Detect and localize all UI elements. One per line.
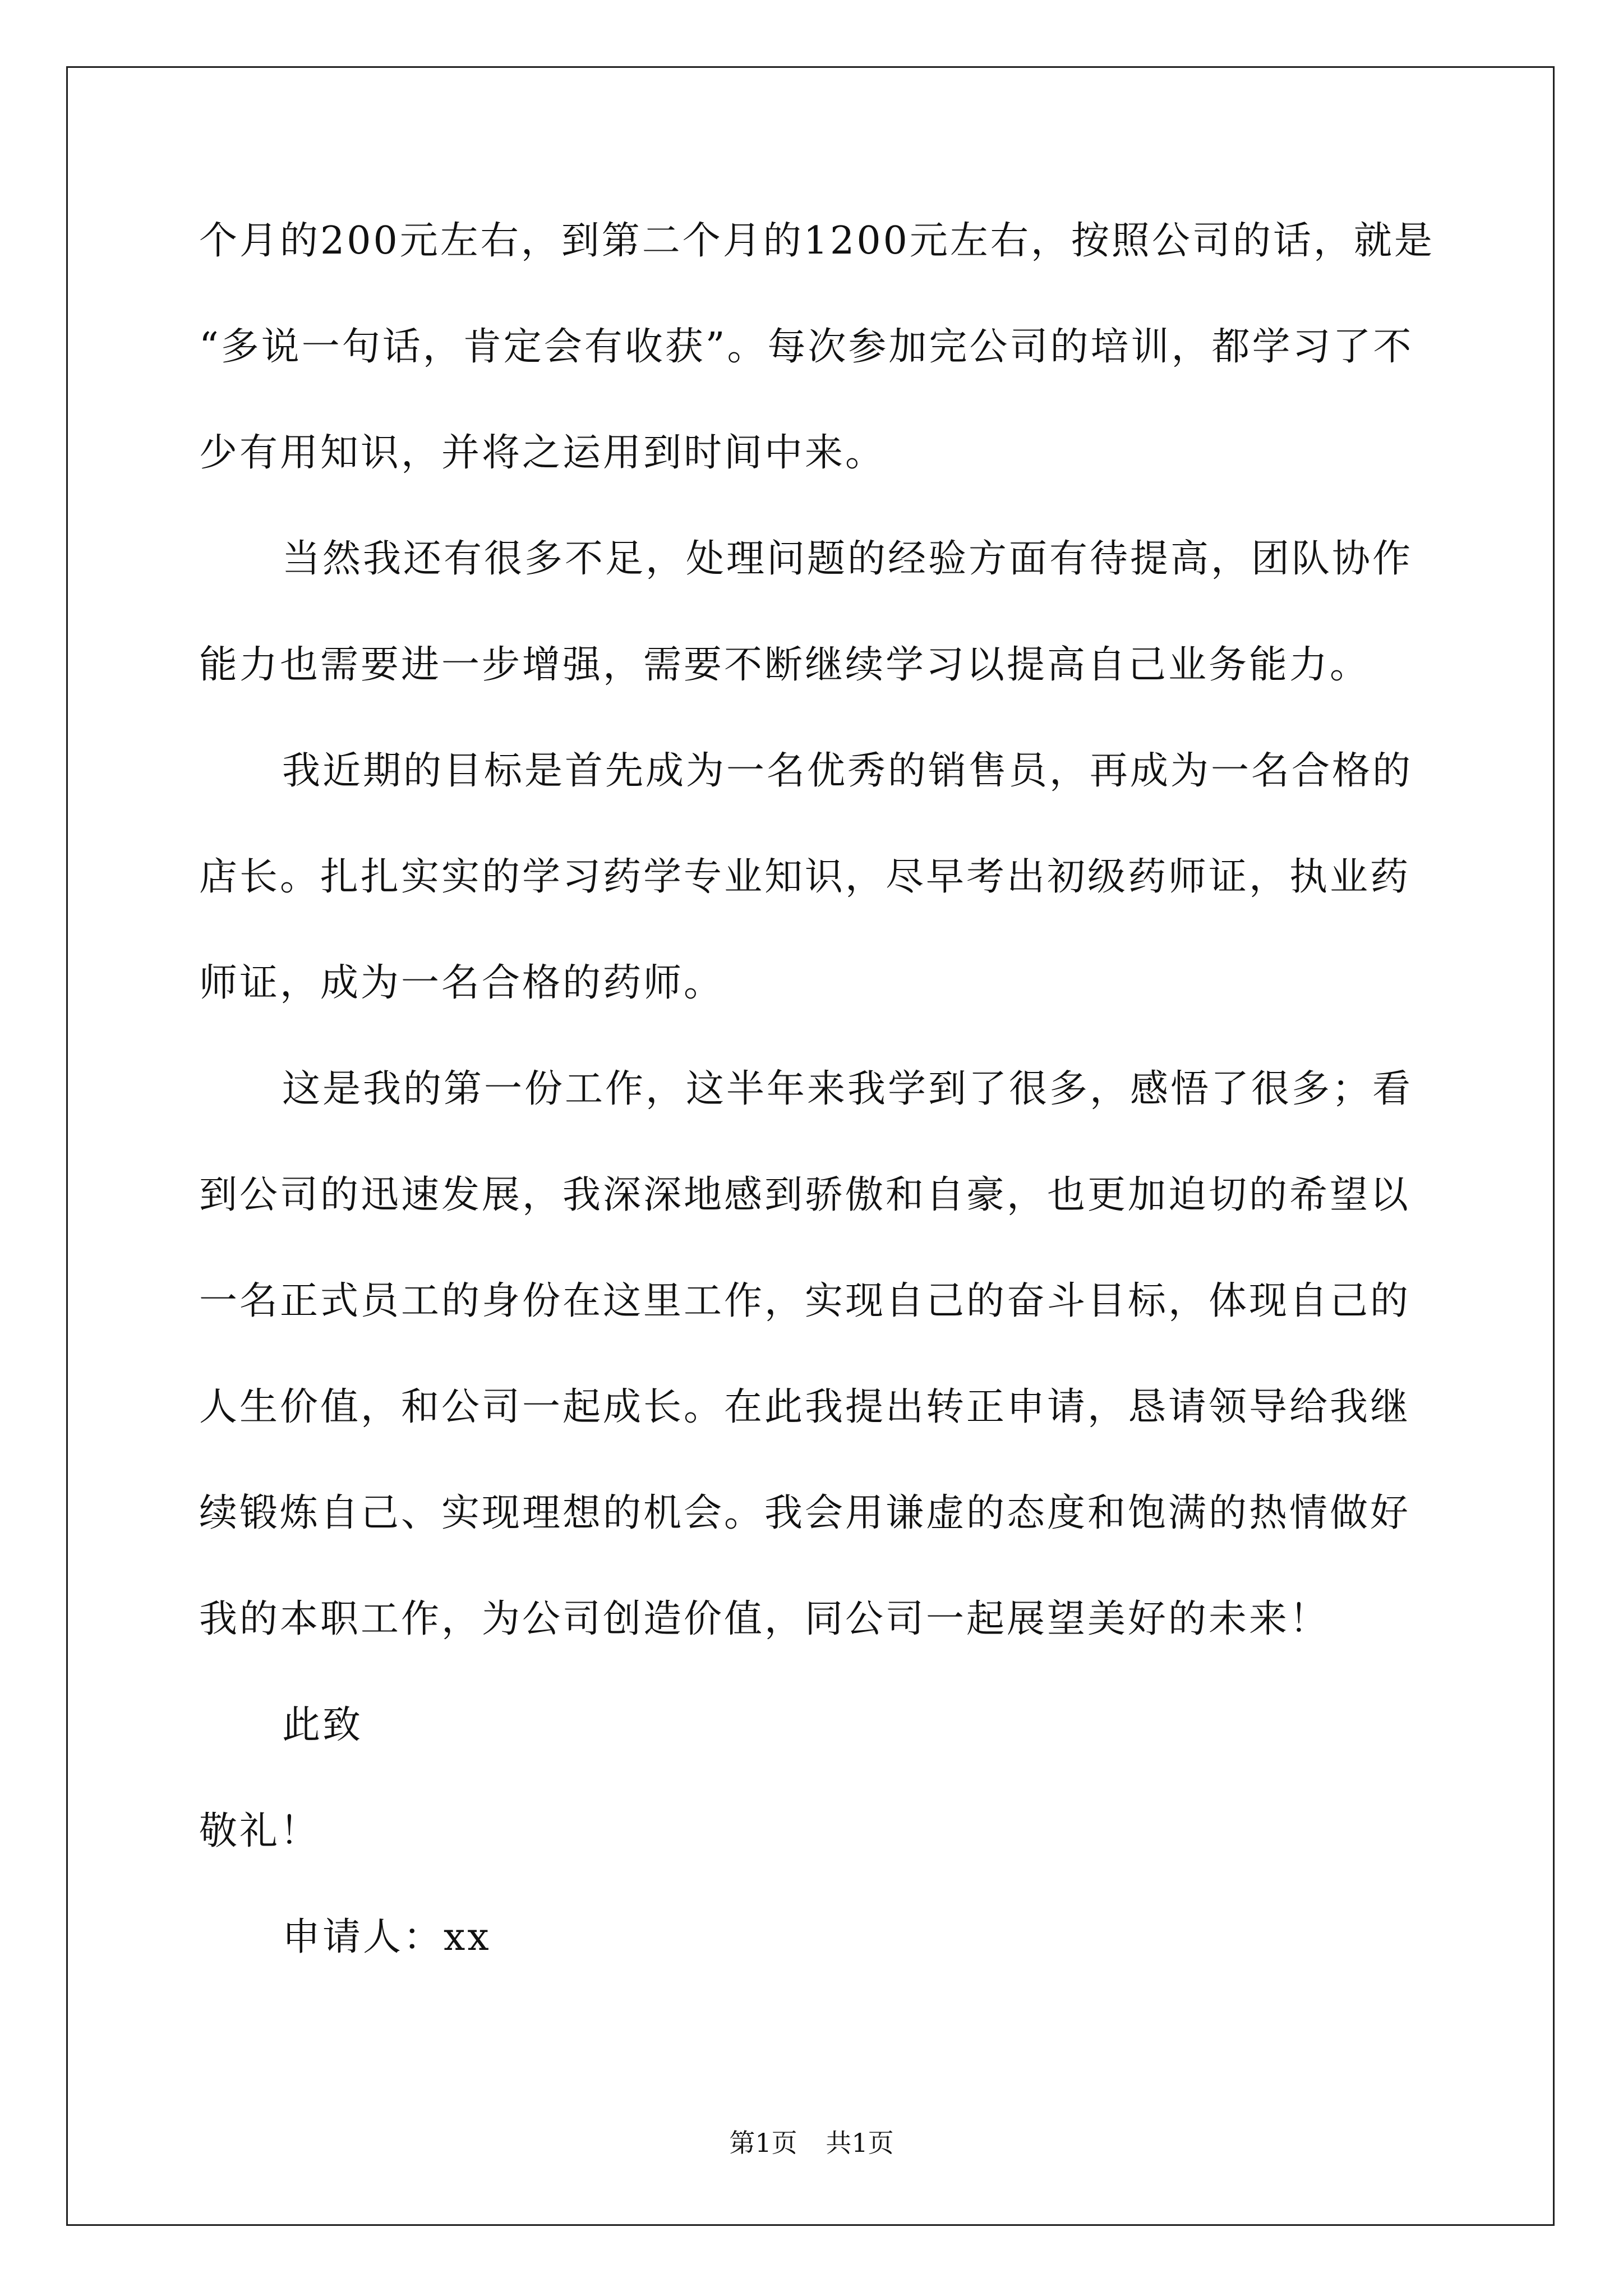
text-line: 师证，成为一名合格的药师。 [199, 961, 725, 1005]
paragraph-start-line: 我近期的目标是首先成为一名优秀的销售员，再成为一名合格的 [282, 749, 1413, 793]
text-line: 我的本职工作，为公司创造价值，同公司一起展望美好的未来！ [199, 1597, 1330, 1641]
text-line: 人生价值，和公司一起成长。在此我提出转正申请，恳请领导给我继 [199, 1385, 1411, 1429]
text-line: 到公司的迅速发展，我深深地感到骄傲和自豪，也更加迫切的希望以 [199, 1173, 1411, 1217]
page-number-current: 第1页 [729, 2128, 797, 2158]
closing-regards: 敬礼！ [199, 1809, 321, 1853]
page-number-total: 共1页 [826, 2128, 894, 2158]
applicant-signature: 申请人：xx [282, 1915, 491, 1959]
text-line: “多说一句话，肯定会有收获”。每次参加完公司的培训，都学习了不 [199, 325, 1414, 369]
text-line: 店长。扎扎实实的学习药学专业知识，尽早考出初级药师证，执业药 [199, 855, 1411, 899]
text-line: 一名正式员工的身份在这里工作，实现自己的奋斗目标，体现自己的 [199, 1279, 1411, 1323]
page-footer [0, 2126, 1623, 2160]
text-line: 能力也需要进一步增强，需要不断继续学习以提高自己业务能力。 [199, 643, 1371, 687]
text-line: 个月的200元左右，到第二个月的1200元左右，按照公司的话，就是 [199, 219, 1435, 263]
paragraph-start-line: 这是我的第一份工作，这半年来我学到了很多，感悟了很多；看 [282, 1067, 1413, 1111]
letter-body [199, 213, 1435, 2016]
text-line: 续锻炼自己、实现理想的机会。我会用谦虚的态度和饱满的热情做好 [199, 1491, 1411, 1535]
closing-salutation: 此致 [282, 1703, 363, 1747]
text-line: 少有用知识，并将之运用到时间中来。 [199, 431, 886, 475]
paragraph-start-line: 当然我还有很多不足，处理问题的经验方面有待提高，团队协作 [282, 537, 1413, 581]
